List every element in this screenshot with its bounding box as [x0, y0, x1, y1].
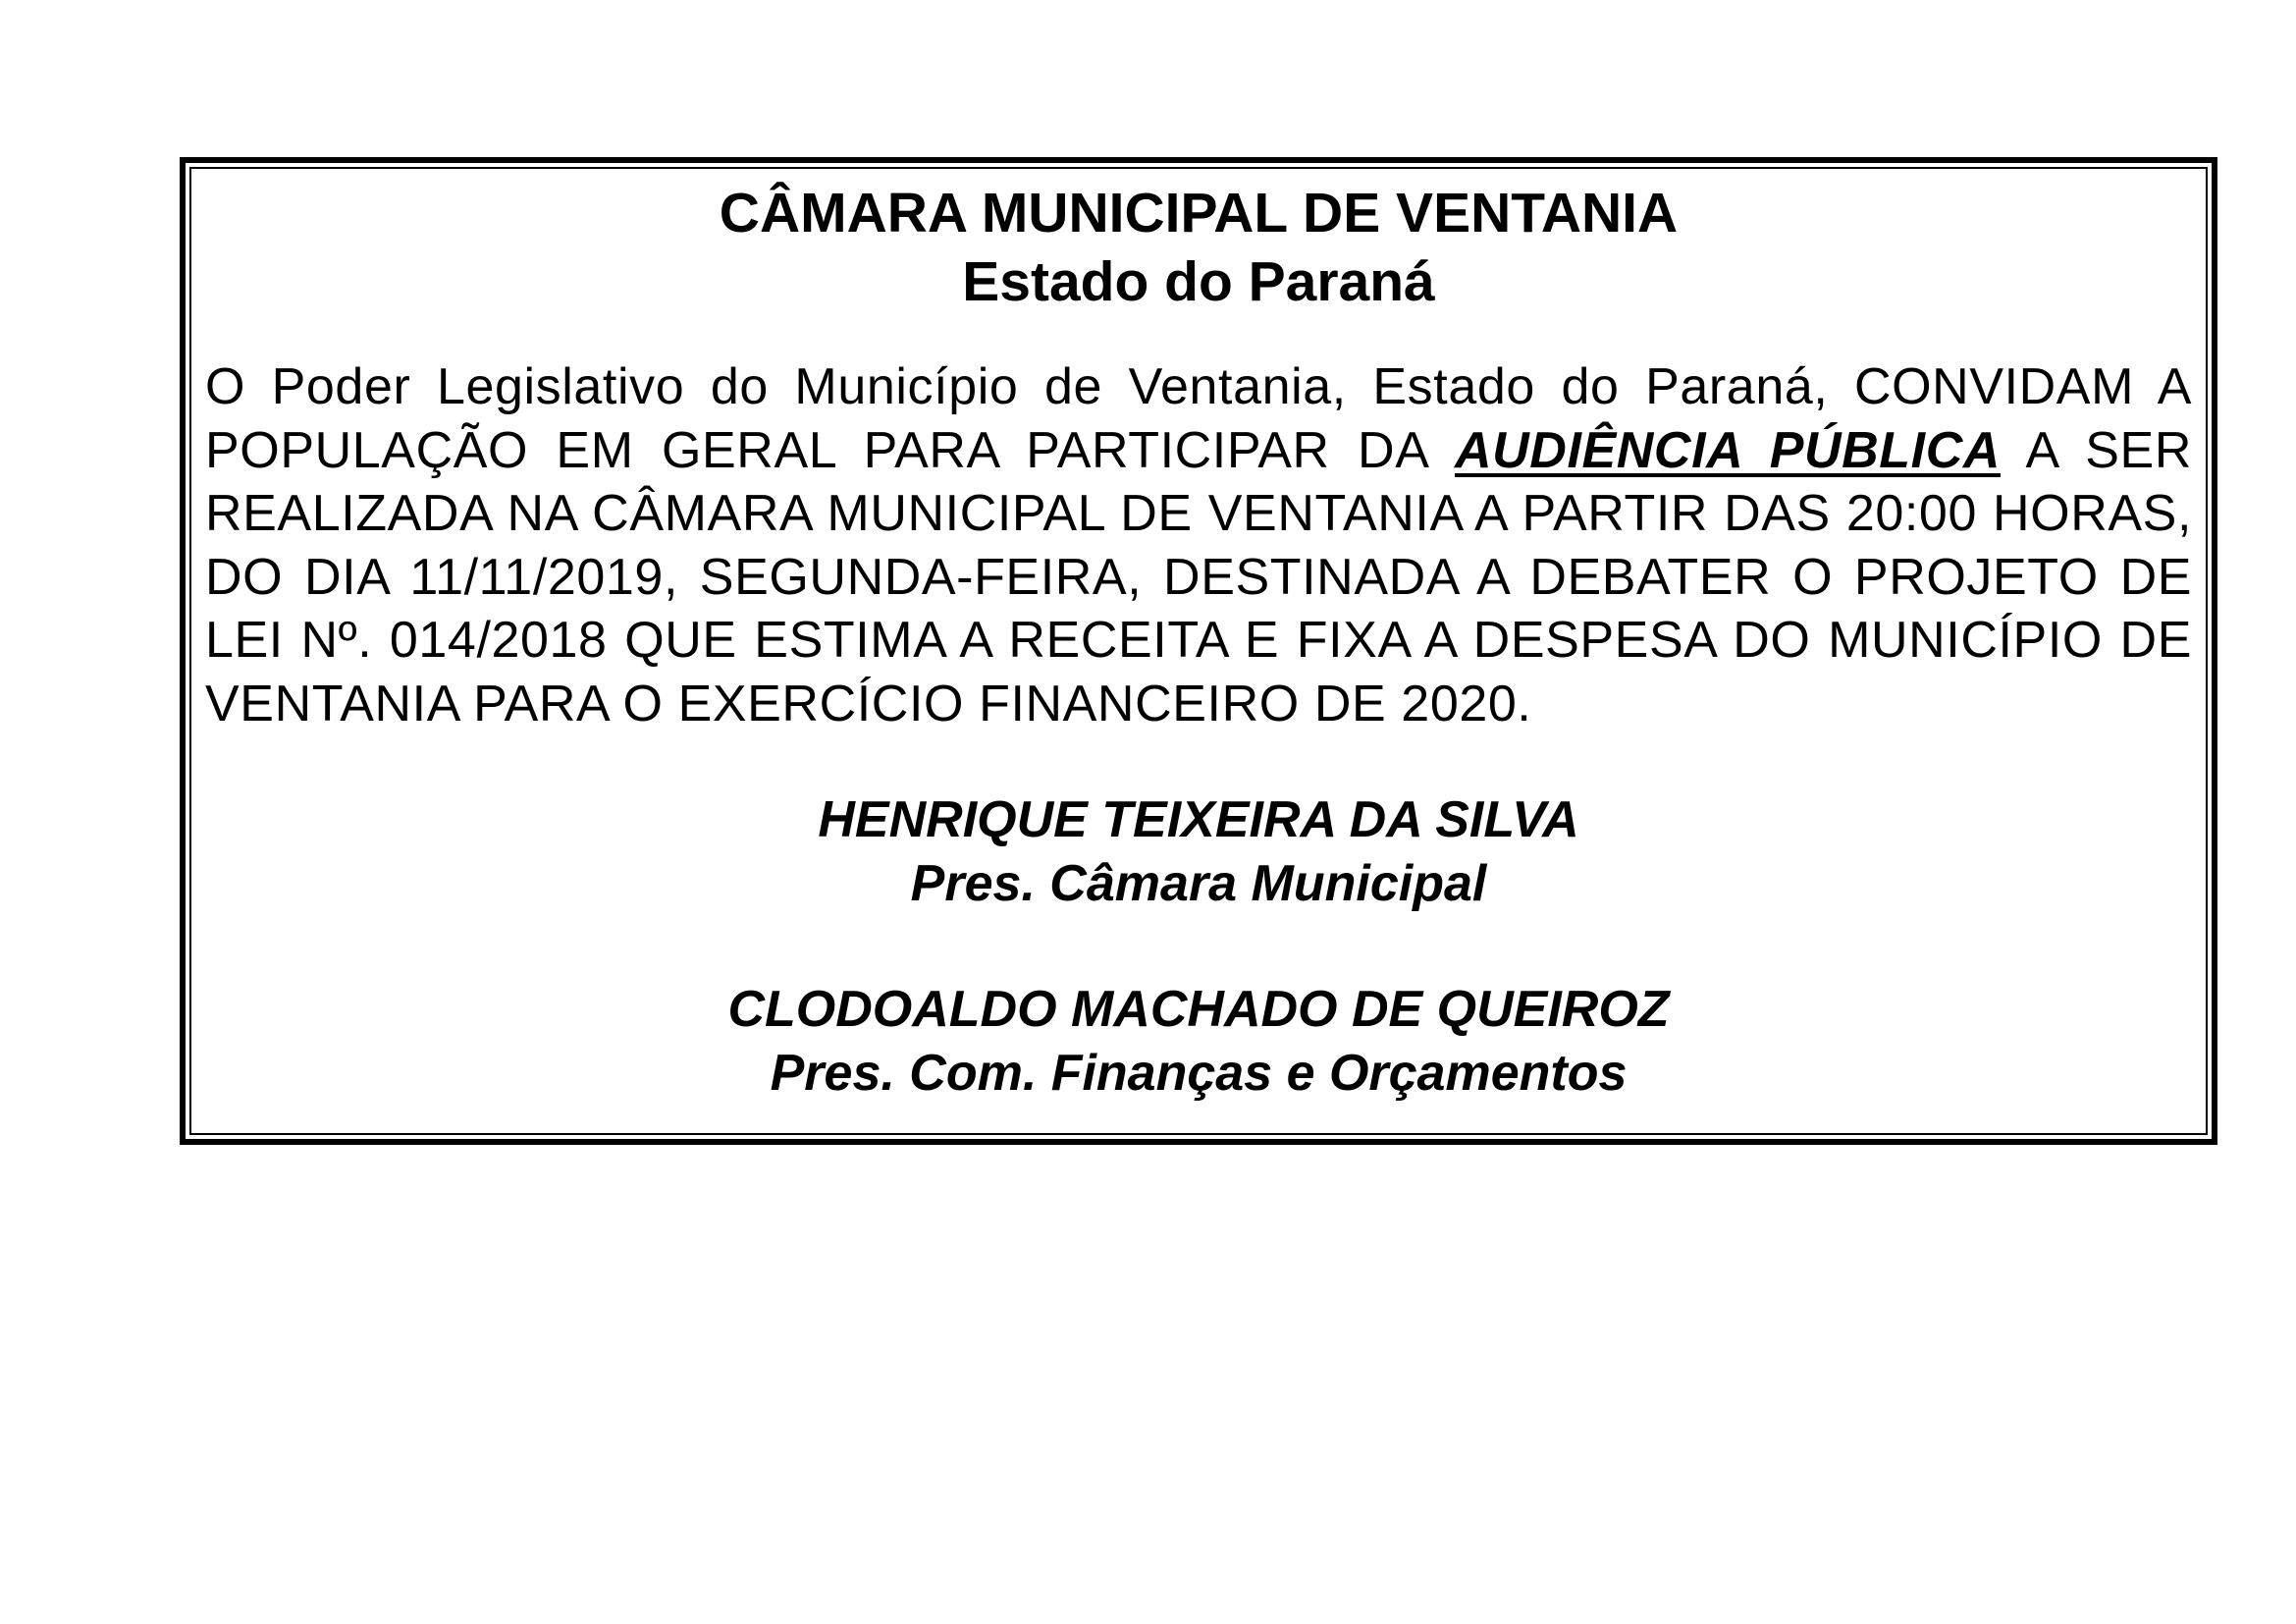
signature-name: CLODOALDO MACHADO DE QUEIROZ: [727, 981, 1670, 1038]
notice-inner-border: [189, 167, 2208, 1135]
body-highlight-audiencia: AUDIÊNCIA PÚBLICA: [1454, 421, 2002, 479]
notice-title: CÂMARA MUNICIPAL DE VENTANIA: [719, 182, 1679, 244]
body-text-intro: O Poder Legislativo do Município de Ventania, Estado do Paraná, CONVIDAM A POPULAÇÃO EM GERAL PARA PARTICIPAR DA: [205, 358, 2192, 479]
notice-subtitle: Estado do Paraná: [962, 250, 1435, 313]
signature-block-finance: [205, 978, 2192, 1105]
notice-frame: [180, 157, 2217, 1145]
notice-body: [205, 355, 2192, 735]
signature-role: Pres. Câmara Municipal: [910, 854, 1487, 912]
signature-role: Pres. Com. Finanças e Orçamentos: [770, 1044, 1628, 1102]
signature-name: HENRIQUE TEIXEIRA DA SILVA: [818, 791, 1579, 848]
signature-block-president: [205, 788, 2192, 915]
body-text-details: A SER REALIZADA NA CÂMARA MUNICIPAL DE VENTANIA A PARTIR DAS 20:00 HORAS, DO DIA 11/11/2019, SEGUNDA-FEIRA, DESTINADA A DEBATER O PROJETO DE LEI Nº. 014/2018 QUE ESTIMA A RECEITA E FIXA A DESPESA DO MUNICÍPIO DE VENTANIA PARA O EXERCÍCIO FINANCEIRO DE 2020.: [205, 421, 2192, 732]
